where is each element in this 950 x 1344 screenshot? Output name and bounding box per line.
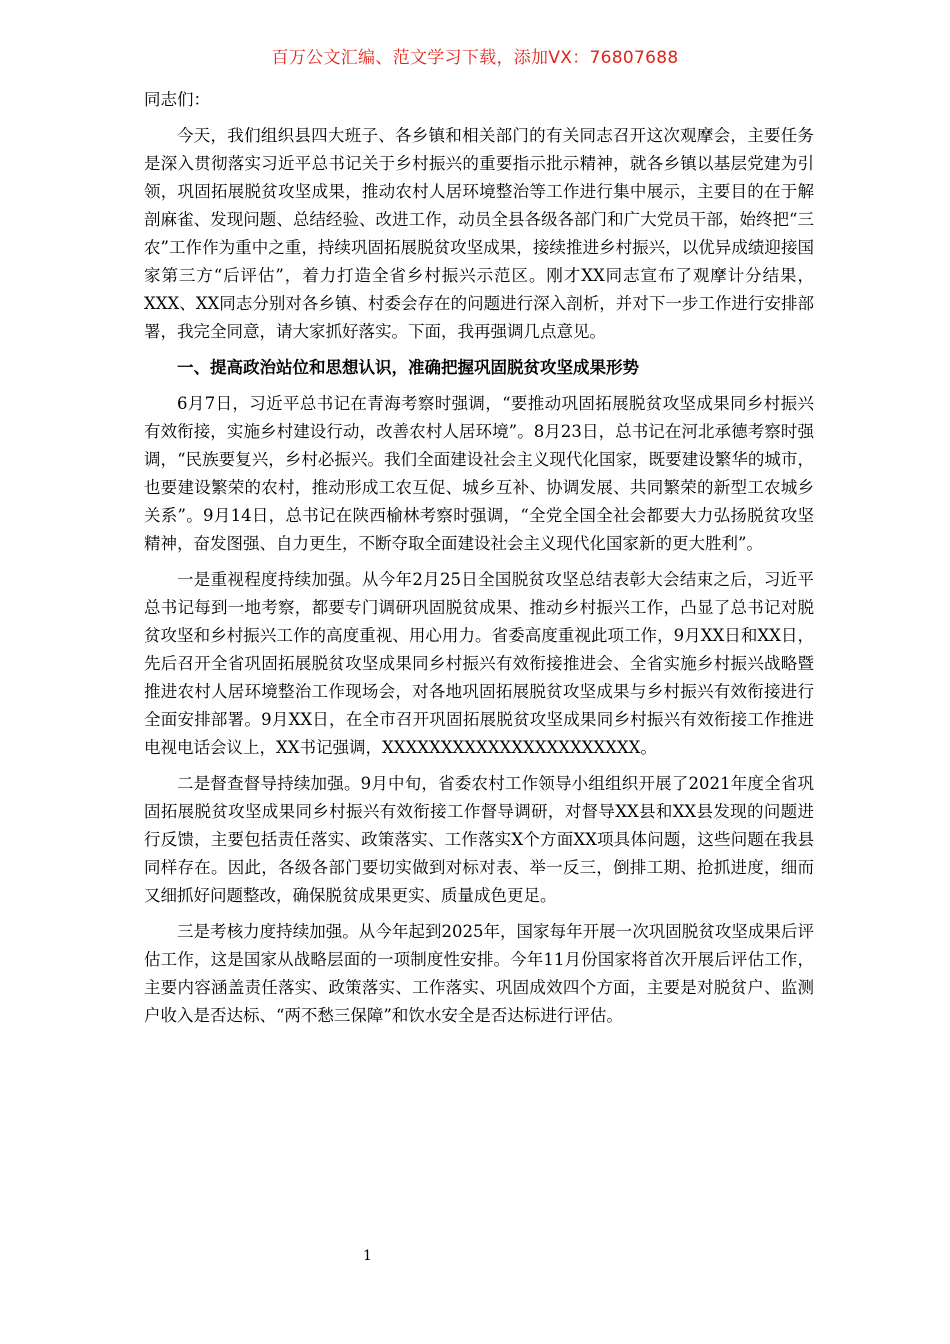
salutation: 同志们： [144, 90, 210, 109]
quotes-paragraph: 6月7日，习近平总书记在青海考察时强调，“要推动巩固拓展脱贫攻坚成果同乡村振兴有效衔接，实施乡村建设行动，改善农村人居环境”。8月23日，总书记在河北承德考察时强调，“民族要复兴，乡村必振兴。我们全面建设社会主义现代化国家，既要建设繁华的城市，也要建设繁荣的农村，推动形成工农互促、城乡互补、协调发展、共同繁荣的新型工农城乡关系”。9月14日，总书记在陕西榆林考察时强调，“全党全国全社会都要大力弘扬脱贫攻坚精神，奋发图强、自力更生，不断夺取全面建设社会主义现代化国家新的更大胜利”。 [144, 394, 814, 553]
point-three-paragraph: 三是考核力度持续加强。从今年起到2025年，国家每年开展一次巩固脱贫攻坚成果后评估工作，这是国家从战略层面的一项制度性安排。今年11月份国家将首次开展后评估工作，主要内容涵盖责任落实、政策落实、工作落实、巩固成效四个方面，主要是对脱贫户、监测户收入是否达标、“两不愁三保障”和饮水安全是否达标进行评估。 [144, 922, 814, 1025]
point-two-paragraph: 二是督查督导持续加强。9月中旬，省委农村工作领导小组组织开展了2021年度全省巩固拓展脱贫攻坚成果同乡村振兴有效衔接工作督导调研，对督导XX县和XX县发现的问题进行反馈，主要包括责任落实、政策落实、工作落实X个方面XX项具体问题，这些问题在我县同样存在。因此，各级各部门要切实做到对标对表、举一反三，倒排工期、抢抓进度，细而又细抓好问题整改，确保脱贫成果更实、质量成色更足。 [144, 774, 814, 905]
page-number: 1 [363, 1248, 372, 1264]
document-body [144, 86, 814, 1038]
point-one-paragraph: 一是重视程度持续加强。从今年2月25日全国脱贫攻坚总结表彰大会结束之后，习近平总书记每到一地考察，都要专门调研巩固脱贫成果、推动乡村振兴工作，凸显了总书记对脱贫攻坚和乡村振兴工作的高度重视、用心用力。省委高度重视此项工作，9月XX日和XX日，先后召开全省巩固拓展脱贫攻坚成果同乡村振兴有效衔接推进会、全省实施乡村振兴战略暨推进农村人居环境整治工作现场会，对各地巩固拓展脱贫攻坚成果与乡村振兴有效衔接进行全面安排部署。9月XX日，在全市召开巩固拓展脱贫攻坚成果同乡村振兴有效衔接工作推进电视电话会议上，XX书记强调，XXXXXXXXXXXXXXXXXXXXXX。 [144, 570, 814, 757]
intro-paragraph: 今天，我们组织县四大班子、各乡镇和相关部门的有关同志召开这次观摩会，主要任务是深入贯彻落实习近平总书记关于乡村振兴的重要指示批示精神，就各乡镇以基层党建为引领，巩固拓展脱贫攻坚成果，推动农村人居环境整治等工作进行集中展示，主要目的在于解剖麻雀、发现问题、总结经验、改进工作，动员全县各级各部门和广大党员干部，始终把“三农”工作作为重中之重，持续巩固拓展脱贫攻坚成果，接续推进乡村振兴，以优异成绩迎接国家第三方“后评估”，着力打造全省乡村振兴示范区。刚才XX同志宣布了观摩计分结果，XXX、XX同志分别对各乡镇、村委会存在的问题进行深入剖析，并对下一步工作进行安排部署，我完全同意，请大家抓好落实。下面，我再强调几点意见。 [144, 126, 814, 341]
section-heading: 一、提高政治站位和思想认识，准确把握巩固脱贫攻坚成果形势 [177, 358, 639, 377]
header-banner: 百万公文汇编、范文学习下载，添加VX：76807688 [271, 48, 679, 68]
